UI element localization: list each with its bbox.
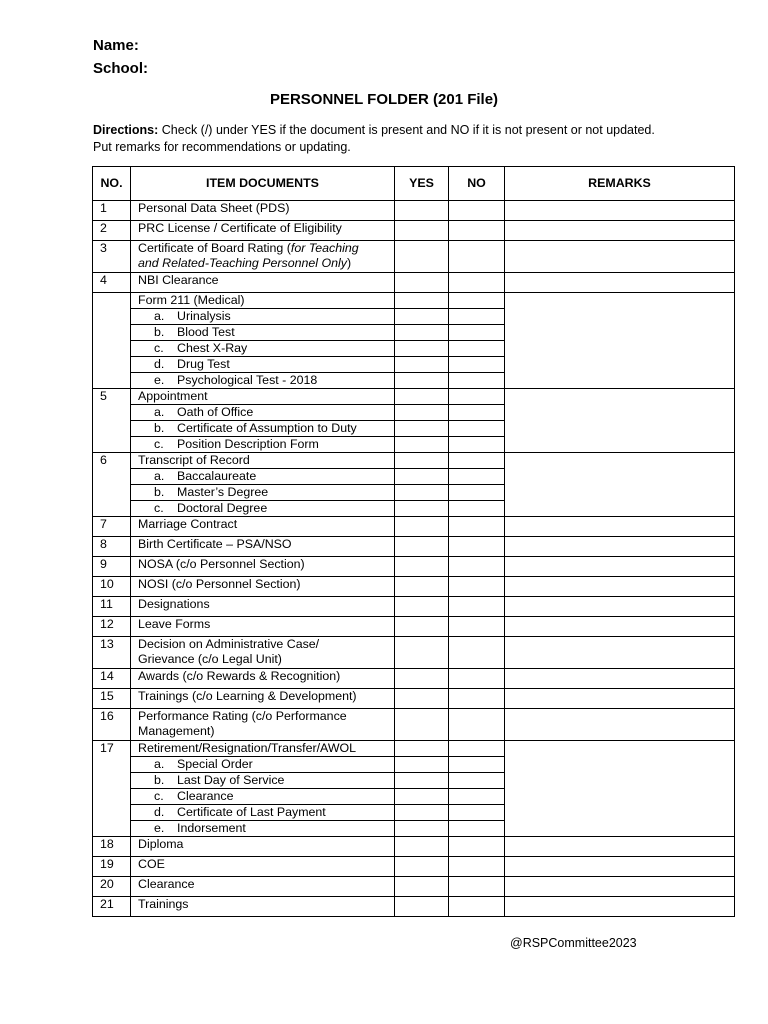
table-row (93, 689, 735, 709)
sub-item-marker: a. (154, 309, 165, 323)
yes-checkbox-cell[interactable] (395, 293, 449, 309)
sub-item (131, 501, 395, 517)
yes-checkbox-cell[interactable] (395, 773, 449, 789)
item-document (131, 877, 395, 897)
remarks-cell[interactable] (505, 877, 735, 897)
remarks-cell[interactable] (505, 577, 735, 597)
sub-item-text: Certificate of Last Payment (177, 805, 326, 819)
no-checkbox-cell[interactable] (449, 709, 505, 741)
item-document (131, 741, 395, 757)
no-checkbox-cell[interactable] (449, 325, 505, 341)
sub-item (131, 309, 395, 325)
yes-checkbox-cell[interactable] (395, 741, 449, 757)
sub-item (131, 421, 395, 437)
sub-item-text: Baccalaureate (177, 469, 257, 483)
sub-item-marker: a. (154, 757, 165, 771)
name-label: Name: (93, 37, 139, 54)
item-text-italic: for Teaching (290, 241, 359, 255)
row-number: 14 (93, 669, 131, 689)
sub-item (131, 789, 395, 805)
yes-checkbox-cell[interactable] (395, 857, 449, 877)
sub-item (131, 405, 395, 421)
remarks-cell[interactable] (505, 241, 735, 273)
table-row (93, 837, 735, 857)
row-number: 10 (93, 577, 131, 597)
table-row (93, 577, 735, 597)
sub-item (131, 485, 395, 501)
sub-item-marker: b. (154, 485, 165, 499)
yes-checkbox-cell[interactable] (395, 805, 449, 821)
item-text-line2-tail: ) (346, 256, 352, 270)
table-row (93, 857, 735, 877)
sub-item (131, 773, 395, 789)
sub-item-marker: c. (154, 437, 164, 451)
item-document (131, 293, 395, 309)
table-row (93, 293, 735, 309)
row-number: 20 (93, 877, 131, 897)
yes-checkbox-cell[interactable] (395, 357, 449, 373)
remarks-cell[interactable] (505, 293, 735, 389)
yes-checkbox-cell[interactable] (395, 309, 449, 325)
remarks-cell[interactable] (505, 537, 735, 557)
sub-item-text: Drug Test (177, 357, 230, 371)
item-text: Leave Forms (138, 617, 211, 631)
sub-item (131, 437, 395, 453)
item-text: NOSA (c/o Personnel Section) (138, 557, 305, 571)
yes-checkbox-cell[interactable] (395, 877, 449, 897)
sub-item-text: Indorsement (177, 821, 246, 835)
item-text-line2-italic: and Related-Teaching Personnel Only (138, 256, 347, 270)
yes-checkbox-cell[interactable] (395, 469, 449, 485)
no-checkbox-cell[interactable] (449, 857, 505, 877)
item-document (131, 637, 395, 669)
yes-checkbox-cell[interactable] (395, 389, 449, 405)
item-document (131, 669, 395, 689)
row-number: 1 (93, 201, 131, 221)
sub-item (131, 805, 395, 821)
yes-checkbox-cell[interactable] (395, 405, 449, 421)
row-number: 13 (93, 637, 131, 669)
item-text: NOSI (c/o Personnel Section) (138, 577, 301, 591)
table-row (93, 597, 735, 617)
item-text-line2: Management) (138, 724, 215, 738)
item-text: PRC License / Certificate of Eligibility (138, 221, 342, 235)
table-row (93, 537, 735, 557)
item-document (131, 857, 395, 877)
row-number: 5 (93, 389, 131, 453)
sub-item-text: Urinalysis (177, 309, 231, 323)
no-checkbox-cell[interactable] (449, 421, 505, 437)
no-checkbox-cell[interactable] (449, 357, 505, 373)
item-document (131, 557, 395, 577)
page-title: PERSONNEL FOLDER (201 File) (269, 91, 499, 108)
no-checkbox-cell[interactable] (449, 669, 505, 689)
yes-checkbox-cell[interactable] (395, 325, 449, 341)
item-text: Decision on Administrative Case/ (138, 637, 320, 651)
table-row (93, 221, 735, 241)
no-checkbox-cell[interactable] (449, 373, 505, 389)
row-number: 2 (93, 221, 131, 241)
yes-checkbox-cell[interactable] (395, 597, 449, 617)
remarks-cell[interactable] (505, 221, 735, 241)
no-checkbox-cell[interactable] (449, 789, 505, 805)
yes-checkbox-cell[interactable] (395, 453, 449, 469)
no-checkbox-cell[interactable] (449, 437, 505, 453)
item-document (131, 389, 395, 405)
no-checkbox-cell[interactable] (449, 293, 505, 309)
table-row (93, 241, 735, 273)
remarks-cell[interactable] (505, 897, 735, 917)
item-document (131, 201, 395, 221)
sub-item-marker: a. (154, 405, 165, 419)
item-text: Diploma (138, 837, 184, 851)
item-text-line2: Grievance (c/o Legal Unit) (138, 652, 282, 666)
row-number: 18 (93, 837, 131, 857)
sub-item (131, 821, 395, 837)
item-document (131, 453, 395, 469)
remarks-cell[interactable] (505, 517, 735, 537)
yes-checkbox-cell[interactable] (395, 821, 449, 837)
row-number: 7 (93, 517, 131, 537)
sub-item (131, 757, 395, 773)
row-number: 12 (93, 617, 131, 637)
table-row (93, 617, 735, 637)
remarks-cell[interactable] (505, 389, 735, 453)
table-body (93, 201, 735, 917)
remarks-cell[interactable] (505, 689, 735, 709)
sub-item-marker: e. (154, 821, 165, 835)
no-checkbox-cell[interactable] (449, 805, 505, 821)
item-document (131, 617, 395, 637)
no-checkbox-cell[interactable] (449, 689, 505, 709)
documents-table (92, 166, 735, 917)
remarks-cell[interactable] (505, 557, 735, 577)
remarks-cell[interactable] (505, 201, 735, 221)
table-row (93, 273, 735, 293)
yes-checkbox-cell[interactable] (395, 241, 449, 273)
yes-checkbox-cell[interactable] (395, 421, 449, 437)
item-text: Trainings (c/o Learning & Development) (138, 689, 357, 703)
item-text: COE (138, 857, 165, 871)
sub-item (131, 373, 395, 389)
col-yes: YES (395, 167, 449, 201)
sub-item-text: Doctoral Degree (177, 501, 268, 515)
item-document (131, 577, 395, 597)
yes-checkbox-cell[interactable] (395, 501, 449, 517)
no-checkbox-cell[interactable] (449, 537, 505, 557)
row-number: 17 (93, 741, 131, 837)
item-document (131, 241, 395, 273)
item-text: Appointment (138, 389, 208, 403)
col-remarks: REMARKS (505, 167, 735, 201)
no-checkbox-cell[interactable] (449, 405, 505, 421)
remarks-cell[interactable] (505, 857, 735, 877)
sub-item-text: Certificate of Assumption to Duty (177, 421, 357, 435)
item-text: Birth Certificate – PSA/NSO (138, 537, 292, 551)
sub-item-marker: a. (154, 469, 165, 483)
table-row (93, 669, 735, 689)
sub-item (131, 469, 395, 485)
yes-checkbox-cell[interactable] (395, 517, 449, 537)
sub-item-text: Position Description Form (177, 437, 319, 451)
item-text: NBI Clearance (138, 273, 219, 287)
yes-checkbox-cell[interactable] (395, 669, 449, 689)
col-no: NO. (93, 167, 131, 201)
col-no-check: NO (449, 167, 505, 201)
sub-item-text: Blood Test (177, 325, 235, 339)
item-document (131, 689, 395, 709)
sub-item-marker: e. (154, 373, 165, 387)
directions (93, 122, 713, 156)
yes-checkbox-cell[interactable] (395, 273, 449, 293)
row-number: 11 (93, 597, 131, 617)
item-text: Designations (138, 597, 210, 611)
sub-item-text: Special Order (177, 757, 253, 771)
footer-handle: @RSPCommittee2023 (510, 936, 637, 950)
item-text: Clearance (138, 877, 195, 891)
no-checkbox-cell[interactable] (449, 453, 505, 469)
item-document (131, 709, 395, 741)
no-checkbox-cell[interactable] (449, 597, 505, 617)
sub-item-marker: b. (154, 325, 165, 339)
item-text: Marriage Contract (138, 517, 238, 531)
remarks-cell[interactable] (505, 669, 735, 689)
table-header-row (93, 167, 735, 201)
no-checkbox-cell[interactable] (449, 485, 505, 501)
no-checkbox-cell[interactable] (449, 757, 505, 773)
no-checkbox-cell[interactable] (449, 617, 505, 637)
table-row (93, 557, 735, 577)
sub-item (131, 341, 395, 357)
yes-checkbox-cell[interactable] (395, 485, 449, 501)
yes-checkbox-cell[interactable] (395, 689, 449, 709)
sub-item-marker: c. (154, 789, 164, 803)
sub-item-marker: d. (154, 357, 165, 371)
no-checkbox-cell[interactable] (449, 309, 505, 325)
no-checkbox-cell[interactable] (449, 577, 505, 597)
item-text: Performance Rating (c/o Performance (138, 709, 347, 723)
sub-item-marker: b. (154, 421, 165, 435)
yes-checkbox-cell[interactable] (395, 577, 449, 597)
yes-checkbox-cell[interactable] (395, 789, 449, 805)
remarks-cell[interactable] (505, 273, 735, 293)
row-number: 8 (93, 537, 131, 557)
sub-item-text: Master’s Degree (177, 485, 269, 499)
no-checkbox-cell[interactable] (449, 821, 505, 837)
table-row (93, 897, 735, 917)
item-document (131, 537, 395, 557)
row-number: 19 (93, 857, 131, 877)
table-row (93, 201, 735, 221)
no-checkbox-cell[interactable] (449, 469, 505, 485)
item-text: Personal Data Sheet (PDS) (138, 201, 290, 215)
table-row (93, 637, 735, 669)
remarks-cell[interactable] (505, 709, 735, 741)
item-text: Certificate of Board Rating ( (138, 241, 291, 255)
no-checkbox-cell[interactable] (449, 637, 505, 669)
row-number: 9 (93, 557, 131, 577)
row-number: 15 (93, 689, 131, 709)
item-document (131, 221, 395, 241)
sub-item-text: Chest X-Ray (177, 341, 248, 355)
school-label: School: (93, 60, 148, 77)
remarks-cell[interactable] (505, 837, 735, 857)
remarks-cell[interactable] (505, 453, 735, 517)
item-document (131, 837, 395, 857)
yes-checkbox-cell[interactable] (395, 341, 449, 357)
yes-checkbox-cell[interactable] (395, 537, 449, 557)
no-checkbox-cell[interactable] (449, 741, 505, 757)
no-checkbox-cell[interactable] (449, 773, 505, 789)
item-text: Awards (c/o Rewards & Recognition) (138, 669, 341, 683)
no-checkbox-cell[interactable] (449, 221, 505, 241)
directions-line2: Put remarks for recommendations or updating. (93, 140, 351, 154)
item-text: Trainings (138, 897, 189, 911)
table-row (93, 709, 735, 741)
yes-checkbox-cell[interactable] (395, 897, 449, 917)
no-checkbox-cell[interactable] (449, 837, 505, 857)
yes-checkbox-cell[interactable] (395, 617, 449, 637)
yes-checkbox-cell[interactable] (395, 221, 449, 241)
yes-checkbox-cell[interactable] (395, 709, 449, 741)
item-document (131, 897, 395, 917)
yes-checkbox-cell[interactable] (395, 201, 449, 221)
row-number: 16 (93, 709, 131, 741)
no-checkbox-cell[interactable] (449, 517, 505, 537)
remarks-cell[interactable] (505, 617, 735, 637)
row-number: 3 (93, 241, 131, 273)
directions-lead: Directions: (93, 123, 159, 137)
no-checkbox-cell[interactable] (449, 501, 505, 517)
no-checkbox-cell[interactable] (449, 897, 505, 917)
sub-item-text: Oath of Office (177, 405, 254, 419)
no-checkbox-cell[interactable] (449, 201, 505, 221)
table-row (93, 741, 735, 757)
row-number: 21 (93, 897, 131, 917)
yes-checkbox-cell[interactable] (395, 373, 449, 389)
sub-item-marker: b. (154, 773, 165, 787)
no-checkbox-cell[interactable] (449, 557, 505, 577)
sub-item-marker: c. (154, 501, 164, 515)
table-row (93, 877, 735, 897)
remarks-cell[interactable] (505, 637, 735, 669)
sub-item-text: Psychological Test - 2018 (177, 373, 318, 387)
directions-line1: Check (/) under YES if the document is present and NO if it is not present or not updated. (158, 123, 655, 137)
item-text: Retirement/Resignation/Transfer/AWOL (138, 741, 357, 755)
row-number: 6 (93, 453, 131, 517)
item-document (131, 517, 395, 537)
no-checkbox-cell[interactable] (449, 389, 505, 405)
col-item-documents: ITEM DOCUMENTS (131, 167, 395, 201)
yes-checkbox-cell[interactable] (395, 557, 449, 577)
item-text: Transcript of Record (138, 453, 250, 467)
yes-checkbox-cell[interactable] (395, 437, 449, 453)
item-document (131, 597, 395, 617)
no-checkbox-cell[interactable] (449, 341, 505, 357)
yes-checkbox-cell[interactable] (395, 757, 449, 773)
sub-item (131, 325, 395, 341)
sub-item (131, 357, 395, 373)
yes-checkbox-cell[interactable] (395, 637, 449, 669)
yes-checkbox-cell[interactable] (395, 837, 449, 857)
no-checkbox-cell[interactable] (449, 273, 505, 293)
no-checkbox-cell[interactable] (449, 877, 505, 897)
table-row (93, 517, 735, 537)
remarks-cell[interactable] (505, 741, 735, 837)
sub-item-marker: c. (154, 341, 164, 355)
sub-item-text: Clearance (177, 789, 234, 803)
sub-item-text: Last Day of Service (177, 773, 285, 787)
row-number (93, 293, 131, 389)
row-number: 4 (93, 273, 131, 293)
no-checkbox-cell[interactable] (449, 241, 505, 273)
sub-item-marker: d. (154, 805, 165, 819)
item-text: Form 211 (Medical) (138, 293, 245, 307)
item-document (131, 273, 395, 293)
remarks-cell[interactable] (505, 597, 735, 617)
table-row (93, 453, 735, 469)
table-row (93, 389, 735, 405)
